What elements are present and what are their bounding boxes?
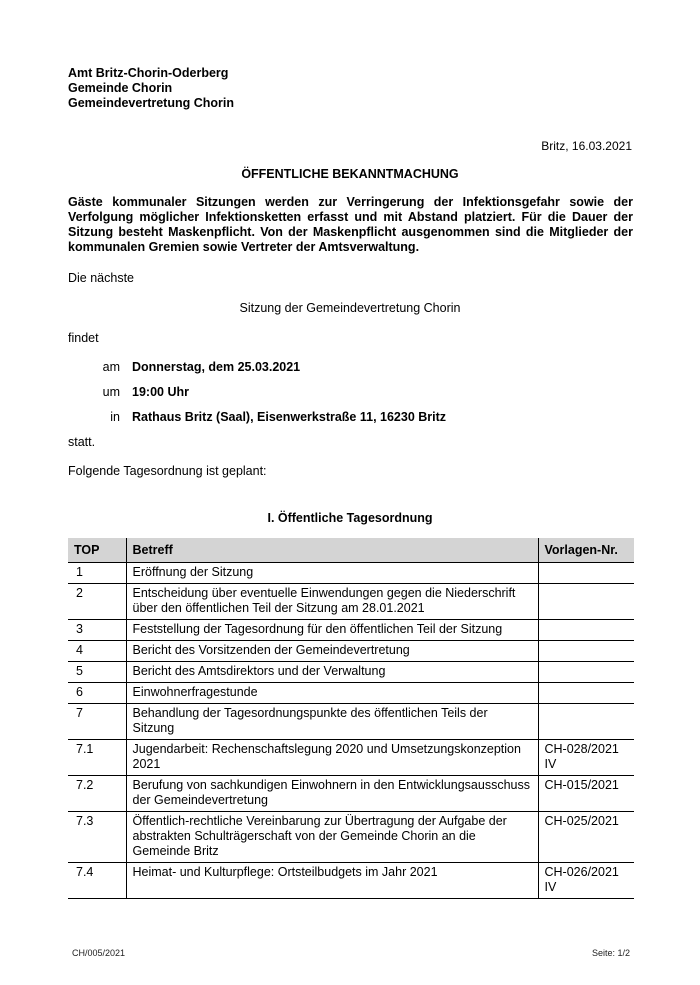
sender-municipality: Gemeinde Chorin [68, 81, 173, 95]
row-reference: CH-026/2021 IV [538, 863, 634, 899]
row-reference [538, 620, 634, 641]
table-row [68, 620, 634, 641]
table-row [68, 683, 634, 704]
row-top-number: 2 [68, 584, 126, 620]
row-reference [538, 683, 634, 704]
header-reference: Vorlagen-Nr. [538, 538, 634, 563]
row-reference [538, 641, 634, 662]
row-reference [538, 563, 634, 584]
table-row [68, 776, 634, 812]
finds-label: findet [68, 331, 99, 345]
intro-paragraph: Gäste kommunaler Sitzungen werden zur Verringerung der Infektionsgefahr sowie der Verfolgung möglicher Infektionsketten erfasst und mit Abstand platziert. Für die Dauer der Sitzung besteht Maskenpflicht. Von der Maskenpflicht ausgenommen sind die Mitglieder der kommunalen Gremien sowie Vertreter der Amtsverwaltung. [68, 195, 633, 254]
agenda-intro: Folgende Tagesordnung ist geplant: [68, 464, 267, 478]
table-row [68, 584, 634, 620]
agenda-header-row [68, 538, 634, 563]
row-subject: Heimat- und Kulturpflege: Ortsteilbudgets im Jahr 2021 [126, 863, 538, 899]
meeting-date: Donnerstag, dem 25.03.2021 [132, 360, 301, 374]
meeting-place: Rathaus Britz (Saal), Eisenwerkstraße 11, 16230 Britz [132, 410, 447, 424]
row-subject: Entscheidung über eventuelle Einwendungen gegen die Niederschrift über den öffentlichen Teil der Sitzung am 28.01.2021 [126, 584, 538, 620]
row-reference [538, 704, 634, 740]
table-row [68, 863, 634, 899]
table-row [68, 812, 634, 863]
row-subject: Bericht des Amtsdirektors und der Verwaltung [126, 662, 538, 683]
footer-doc-id: CH/005/2021 [72, 948, 126, 958]
row-subject: Jugendarbeit: Rechenschaftslegung 2020 und Umsetzungskonzeption 2021 [126, 740, 538, 776]
row-subject: Eröffnung der Sitzung [126, 563, 538, 584]
row-top-number: 7.4 [68, 863, 126, 899]
next-label: Die nächste [68, 271, 135, 285]
row-top-number: 6 [68, 683, 126, 704]
sender-block [68, 66, 234, 111]
row-subject: Öffentlich-rechtliche Vereinbarung zur Übertragung der Aufgabe der abstrakten Schulträgerschaft von der Gemeinde Chorin an die Gemeinde Britz [126, 812, 538, 863]
header-subject: Betreff [126, 538, 538, 563]
table-row [68, 641, 634, 662]
meeting-time: 19:00 Uhr [132, 385, 189, 399]
row-reference: CH-028/2021 IV [538, 740, 634, 776]
row-top-number: 3 [68, 620, 126, 641]
row-reference [538, 584, 634, 620]
table-row [68, 704, 634, 740]
date-label: am [102, 360, 120, 374]
table-row [68, 563, 634, 584]
row-subject: Berufung von sachkundigen Einwohnern in den Entwicklungsausschuss der Gemeindevertretung [126, 776, 538, 812]
row-top-number: 7 [68, 704, 126, 740]
row-subject: Feststellung der Tagesordnung für den öffentlichen Teil der Sitzung [126, 620, 538, 641]
place-label: in [110, 410, 120, 424]
footer-page-number: Seite: 1/2 [591, 948, 630, 958]
table-row [68, 662, 634, 683]
row-subject: Behandlung der Tagesordnungspunkte des öffentlichen Teils der Sitzung [126, 704, 538, 740]
agenda-table [68, 538, 634, 899]
meeting-name: Sitzung der Gemeindevertretung Chorin [239, 301, 461, 315]
row-subject: Einwohnerfragestunde [126, 683, 538, 704]
row-reference: CH-025/2021 [538, 812, 634, 863]
row-top-number: 7.1 [68, 740, 126, 776]
row-top-number: 5 [68, 662, 126, 683]
document-date: Britz, 16.03.2021 [541, 139, 632, 153]
row-subject: Bericht des Vorsitzenden der Gemeindevertretung [126, 641, 538, 662]
document-title: ÖFFENTLICHE BEKANNTMACHUNG [241, 167, 459, 181]
row-reference [538, 662, 634, 683]
row-top-number: 1 [68, 563, 126, 584]
row-top-number: 4 [68, 641, 126, 662]
sender-office: Amt Britz-Chorin-Oderberg [68, 66, 229, 80]
time-label: um [102, 385, 120, 399]
row-reference: CH-015/2021 [538, 776, 634, 812]
agenda-title: I. Öffentliche Tagesordnung [267, 511, 433, 525]
row-top-number: 7.3 [68, 812, 126, 863]
sender-council: Gemeindevertretung Chorin [68, 96, 234, 110]
header-top: TOP [68, 538, 126, 563]
row-top-number: 7.2 [68, 776, 126, 812]
statt-label: statt. [68, 435, 96, 449]
table-row [68, 740, 634, 776]
